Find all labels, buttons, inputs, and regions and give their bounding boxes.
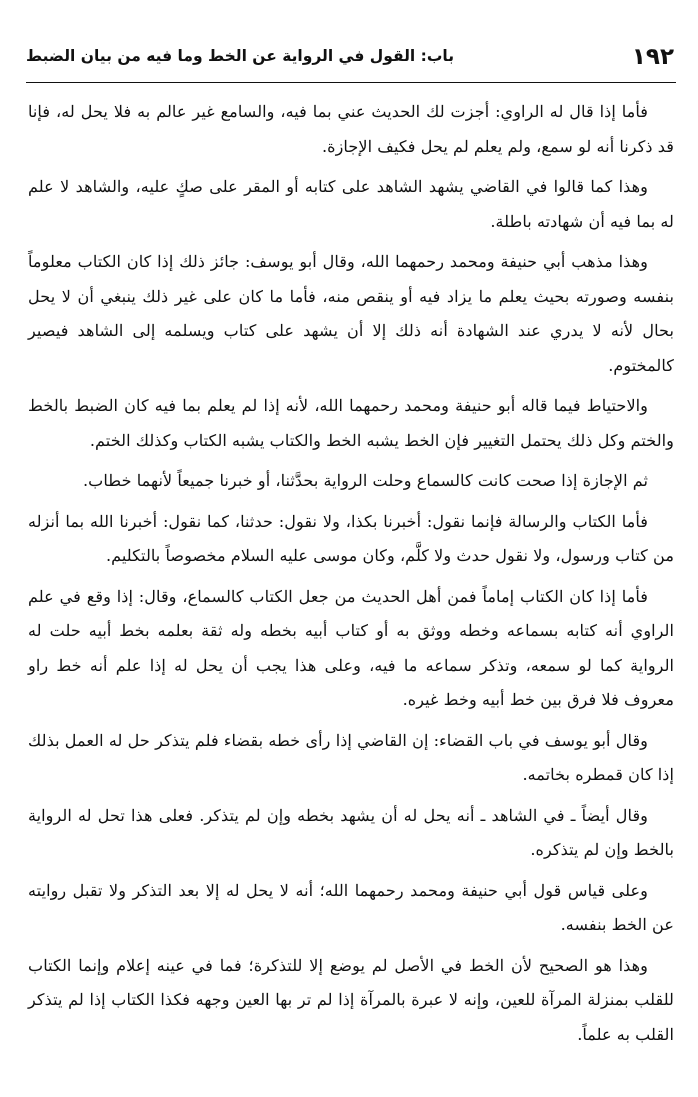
paragraph: فأما الكتاب والرسالة فإنما نقول: أخبرنا بكذا، ولا نقول: حدثنا، كما نقول: أخبرنا الله بما أنزله من كتاب ورسول، ولا نقول حدث ولا كلَّم، وكان موسى عليه السلام مخصوصاً بالتكليم.: [28, 511, 674, 565]
paragraph: وعلى قياس قول أبي حنيفة ومحمد رحمهما الله؛ أنه لا يحل له إلا بعد التذكر ولا تقبل روايته عن الخط بنفسه.: [28, 880, 674, 934]
paragraph: وهذا هو الصحيح لأن الخط في الأصل لم يوضع إلا للتذكرة؛ فما في عينه إعلام وإنما الكتاب للقلب بمنزلة المرآة للعين، وإنه لا عبرة بالمرآة إذا لم تر بها العين وجهه فكذا الكتاب إذا لم يتذكر القلب به علماً.: [28, 955, 674, 1044]
paragraph: فأما إذا كان الكتاب إماماً فمن أهل الحديث من جعل الكتاب كالسماع، وقال: إذا وقع في علم الراوي أنه كتابه بسماعه وخطه ووثق به أو كتاب أبيه بخطه وله ثقة بعلمه بخط أبيه حلت له الرواية كما لو سمعه، وتذكر سماعه ما فيه، وعلى هذا يجب أن يحل له إذا علم أنه خط راو معروف فلا فرق بين خط أبيه وخط غيره.: [28, 586, 674, 709]
header-divider: [26, 82, 676, 83]
paragraph: وهذا مذهب أبي حنيفة ومحمد رحمهما الله، وقال أبو يوسف: جائز ذلك إذا كان الكتاب معلوماً بنفسه وصورته بحيث يعلم ما يزاد فيه أو ينقص منه، فأما ما كان على غير ذلك ينبغي أن لا يحل بحال لأنه لا يدري عند الشهادة أنه ذلك إلا أن يشهد على كتاب ويسلمه إلى الشاهد فيصير كالمختوم.: [28, 252, 674, 375]
body-text: [28, 95, 674, 1052]
paragraph: وهذا كما قالوا في القاضي يشهد الشاهد على كتابه أو المقر على صكٍ عليه، والشاهد لا علم له بما فيه أن شهادته باطلة.: [28, 177, 674, 231]
running-title: باب: القول في الرواية عن الخط وما فيه من بيان الضبط: [26, 47, 455, 65]
paragraph: وقال أبو يوسف في باب القضاء: إن القاضي إذا رأى خطه بقضاء فلم يتذكر حل له العمل بذلك إذا كان قمطره بخاتمه.: [28, 730, 674, 784]
paragraph: والاحتياط فيما قاله أبو حنيفة ومحمد رحمهما الله، لأنه إذا لم يعلم بما فيه كان الضبط بالخط والختم وكل ذلك يحتمل التغيير فإن الخط يشبه الخط والكتاب يشبه الكتاب وكذلك الختم.: [28, 396, 674, 450]
book-page: [26, 0, 676, 1097]
page-number: ١٩٢: [631, 44, 674, 70]
paragraph: فأما إذا قال له الراوي: أجزت لك الحديث عني بما فيه، والسامع غير عالم به فلا يحل له، فإنا قد ذكرنا أنه لو سمع، ولم يعلم لم يحل فكيف الإجازة.: [28, 102, 674, 156]
page-header: [26, 38, 676, 78]
paragraph: ثم الإجازة إذا صحت كانت كالسماع وحلت الرواية بحدَّثنا، أو خبرنا جميعاً لأنهما خطاب.: [82, 471, 648, 490]
paragraph: وقال أيضاً ـ في الشاهد ـ أنه يحل له أن يشهد بخطه وإن لم يتذكر. فعلى هذا تحل له الرواية بالخط وإن لم يتذكره.: [28, 805, 674, 859]
